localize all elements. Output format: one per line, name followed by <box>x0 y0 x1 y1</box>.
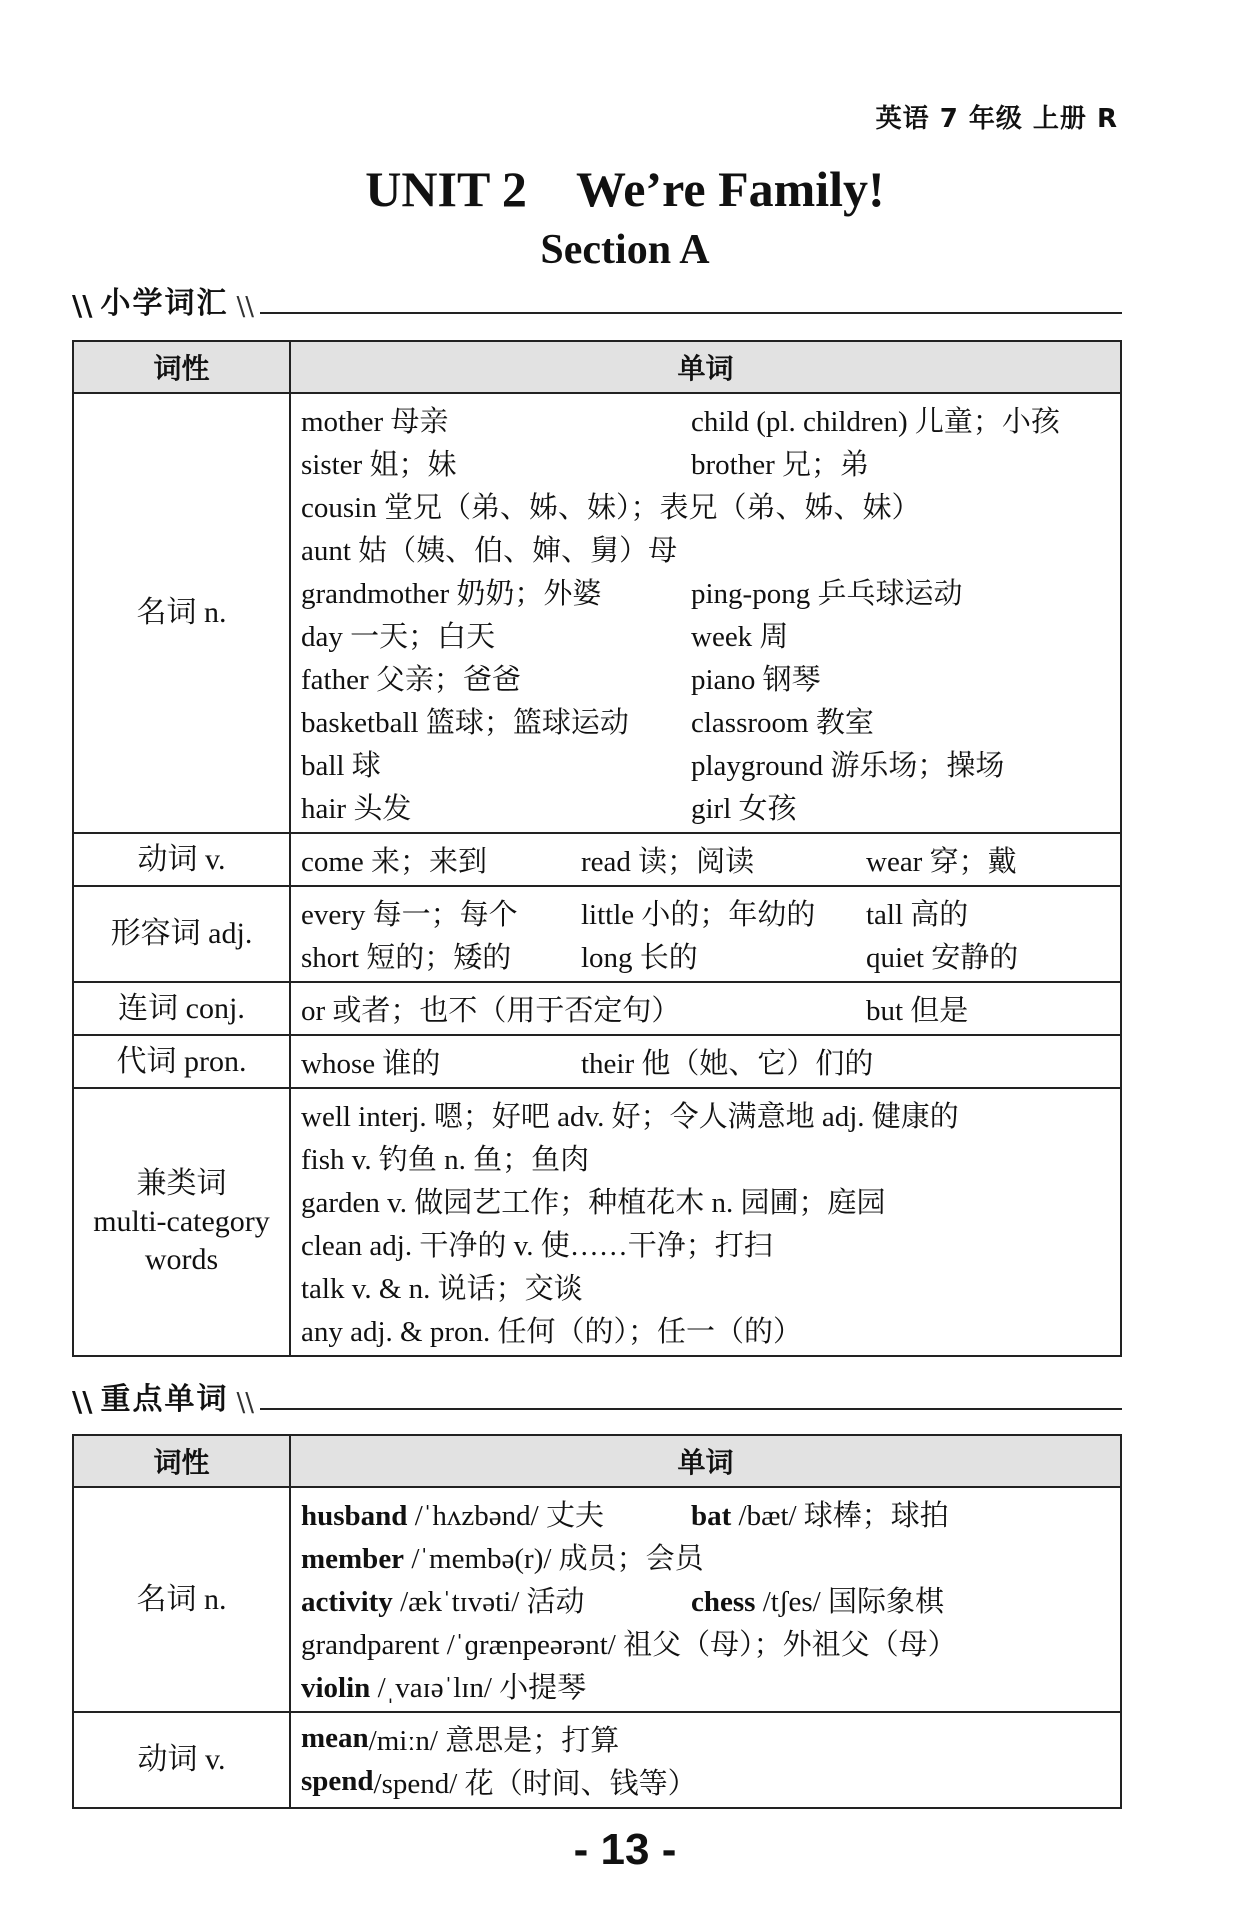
list-item <box>301 1717 1110 1760</box>
list-item <box>301 1578 1110 1621</box>
book-header: 英语 7 年级 上册 R <box>875 104 1118 134</box>
list-item <box>301 656 1110 699</box>
word-entry: tall 高的 <box>866 899 969 931</box>
col-header-words: 单词 <box>290 1435 1121 1487</box>
table-row <box>73 393 1121 833</box>
table-row <box>73 1088 1121 1356</box>
list-item <box>301 1492 1110 1535</box>
pos-multi-en: multi-category <box>93 1205 270 1238</box>
pos-conj: 连词 conj. <box>73 982 290 1035</box>
list-item <box>301 441 1110 484</box>
pos-pron: 代词 pron. <box>73 1035 290 1088</box>
pron-words <box>290 1035 1121 1088</box>
list-item: well interj. 嗯；好吧 adv. 好；令人满意地 adj. 健康的 <box>301 1101 959 1133</box>
phonetic-meaning: /miːn/ 意思是；打算 <box>368 1725 620 1757</box>
table-row <box>73 1712 1121 1808</box>
list-item: any adj. & pron. 任何（的）；任一（的） <box>301 1316 803 1348</box>
pos-noun: 名词 n. <box>73 393 290 833</box>
word-entry: aunt 姑（姨、伯、婶、舅）母 <box>301 535 678 567</box>
pos-multi <box>73 1088 290 1356</box>
word-entry: grandmother 奶奶；外婆 <box>301 578 602 610</box>
list-item <box>301 484 1110 527</box>
section-heading-key-words <box>72 1378 1122 1418</box>
word-entry: classroom 教室 <box>691 707 874 739</box>
primary-vocab-table <box>72 340 1122 1357</box>
col-header-pos: 词性 <box>73 1435 290 1487</box>
headword: bat <box>691 1500 732 1532</box>
list-item <box>301 742 1110 785</box>
table-row <box>73 886 1121 982</box>
word-entry: week 周 <box>691 621 789 653</box>
slash-mark-icon: \\ <box>72 289 93 322</box>
divider <box>260 1408 1122 1410</box>
list-item <box>301 699 1110 742</box>
phonetic-meaning: /bæt/ 球棒；球拍 <box>731 1500 949 1532</box>
dash-icon: - <box>573 1825 601 1874</box>
table-row <box>73 982 1121 1035</box>
page-number <box>0 1825 1250 1875</box>
section-title: Section A <box>540 227 710 273</box>
word-entry: read 读；阅读 <box>581 846 755 878</box>
phonetic-meaning: /ˈmembə(r)/ 成员；会员 <box>404 1543 704 1575</box>
list-item <box>301 785 1110 828</box>
word-entry: quiet 安静的 <box>866 942 1019 974</box>
col-header-pos: 词性 <box>73 341 290 393</box>
list-item <box>301 398 1110 441</box>
page-number-value: 13 <box>600 1825 650 1874</box>
phonetic-meaning: grandparent /ˈɡrænpeərənt/ 祖父（母）；外祖父（母） <box>301 1629 957 1661</box>
pos-adj: 形容词 adj. <box>73 886 290 982</box>
list-item <box>301 891 1110 934</box>
phonetic-meaning: /ˌvaɪəˈlɪn/ 小提琴 <box>370 1672 587 1704</box>
word-entry: father 父亲；爸爸 <box>301 664 521 696</box>
phonetic-meaning: /ækˈtɪvəti/ 活动 <box>392 1586 585 1618</box>
section-label: 重点单词 <box>100 1382 229 1417</box>
list-item <box>301 1040 1110 1083</box>
pos-verb: 动词 v. <box>73 833 290 886</box>
headword: chess <box>691 1586 756 1618</box>
headword: violin <box>301 1672 371 1704</box>
phonetic-meaning: /ˈhʌzbənd/ 丈夫 <box>407 1500 604 1532</box>
word-entry: or 或者；也不（用于否定句） <box>301 995 681 1027</box>
pos-verb: 动词 v. <box>73 1712 290 1808</box>
headword: mean <box>301 1722 369 1754</box>
noun-key-words <box>290 1487 1121 1712</box>
list-item: garden v. 做园艺工作；种植花木 n. 园圃；庭园 <box>301 1187 886 1219</box>
verb-words <box>290 833 1121 886</box>
word-entry: little 小的；年幼的 <box>581 899 816 931</box>
headword: husband <box>301 1500 408 1532</box>
pos-multi-en: words <box>144 1243 219 1276</box>
word-entry: playground 游乐场；操场 <box>691 750 1005 782</box>
headword: spend <box>301 1765 374 1797</box>
double-slash-icon: \\ <box>236 292 254 322</box>
word-entry: long 长的 <box>581 942 698 974</box>
conj-words <box>290 982 1121 1035</box>
unit-title: UNIT 2 We’re Family! <box>365 161 885 217</box>
list-item <box>301 570 1110 613</box>
list-item <box>301 1535 1110 1578</box>
word-entry: child (pl. children) 儿童；小孩 <box>691 406 1060 438</box>
word-entry: ball 球 <box>301 750 381 782</box>
phonetic-meaning: /tʃes/ 国际象棋 <box>755 1586 944 1618</box>
list-item: clean adj. 干净的 v. 使……干净；打扫 <box>301 1230 773 1262</box>
list-item: talk v. & n. 说话；交谈 <box>301 1273 583 1305</box>
word-entry: short 短的；矮的 <box>301 942 512 974</box>
pos-multi-cn: 兼类词 <box>136 1167 227 1200</box>
word-entry: whose 谁的 <box>301 1048 441 1080</box>
key-words-table <box>72 1434 1122 1809</box>
word-entry: every 每一；每个 <box>301 899 518 931</box>
col-header-words: 单词 <box>290 341 1121 393</box>
word-entry: mother 母亲 <box>301 406 449 438</box>
word-entry: day 一天；白天 <box>301 621 496 653</box>
word-entry: sister 姐；妹 <box>301 449 457 481</box>
list-item <box>301 527 1110 570</box>
table-row <box>73 1487 1121 1712</box>
verb-key-words <box>290 1712 1121 1808</box>
slash-mark-icon: \\ <box>72 1385 93 1418</box>
phonetic-meaning: /spend/ 花（时间、钱等） <box>373 1768 697 1800</box>
multi-words <box>290 1088 1121 1356</box>
word-entry: cousin 堂兄（弟、姊、妹）；表兄（弟、姊、妹） <box>301 492 921 524</box>
list-item <box>301 838 1110 881</box>
divider <box>260 312 1122 314</box>
word-entry: brother 兄；弟 <box>691 449 869 481</box>
list-item <box>301 987 1110 1030</box>
word-entry: their 他（她、它）们的 <box>581 1048 874 1080</box>
word-entry: girl 女孩 <box>691 793 797 825</box>
word-entry: but 但是 <box>866 995 969 1027</box>
section-heading-primary-vocab <box>72 282 1122 322</box>
double-slash-icon: \\ <box>236 1388 254 1418</box>
list-item <box>301 1760 1110 1803</box>
headword: activity <box>301 1586 393 1618</box>
list-item <box>301 934 1110 977</box>
table-row <box>73 1035 1121 1088</box>
list-item: fish v. 钓鱼 n. 鱼；鱼肉 <box>301 1144 590 1176</box>
table-row <box>73 833 1121 886</box>
dash-icon: - <box>649 1825 677 1874</box>
word-entry: come 来；来到 <box>301 846 488 878</box>
word-entry: piano 钢琴 <box>691 664 821 696</box>
word-entry: basketball 篮球；篮球运动 <box>301 707 629 739</box>
noun-words <box>290 393 1121 833</box>
pos-noun: 名词 n. <box>73 1487 290 1712</box>
list-item <box>301 613 1110 656</box>
word-entry: hair 头发 <box>301 793 412 825</box>
list-item <box>301 1664 1110 1707</box>
adj-words <box>290 886 1121 982</box>
section-label: 小学词汇 <box>100 286 229 321</box>
list-item <box>301 1621 1110 1664</box>
headword: member <box>301 1543 405 1575</box>
word-entry: wear 穿；戴 <box>866 846 1017 878</box>
word-entry: ping-pong 乒乓球运动 <box>691 578 963 610</box>
